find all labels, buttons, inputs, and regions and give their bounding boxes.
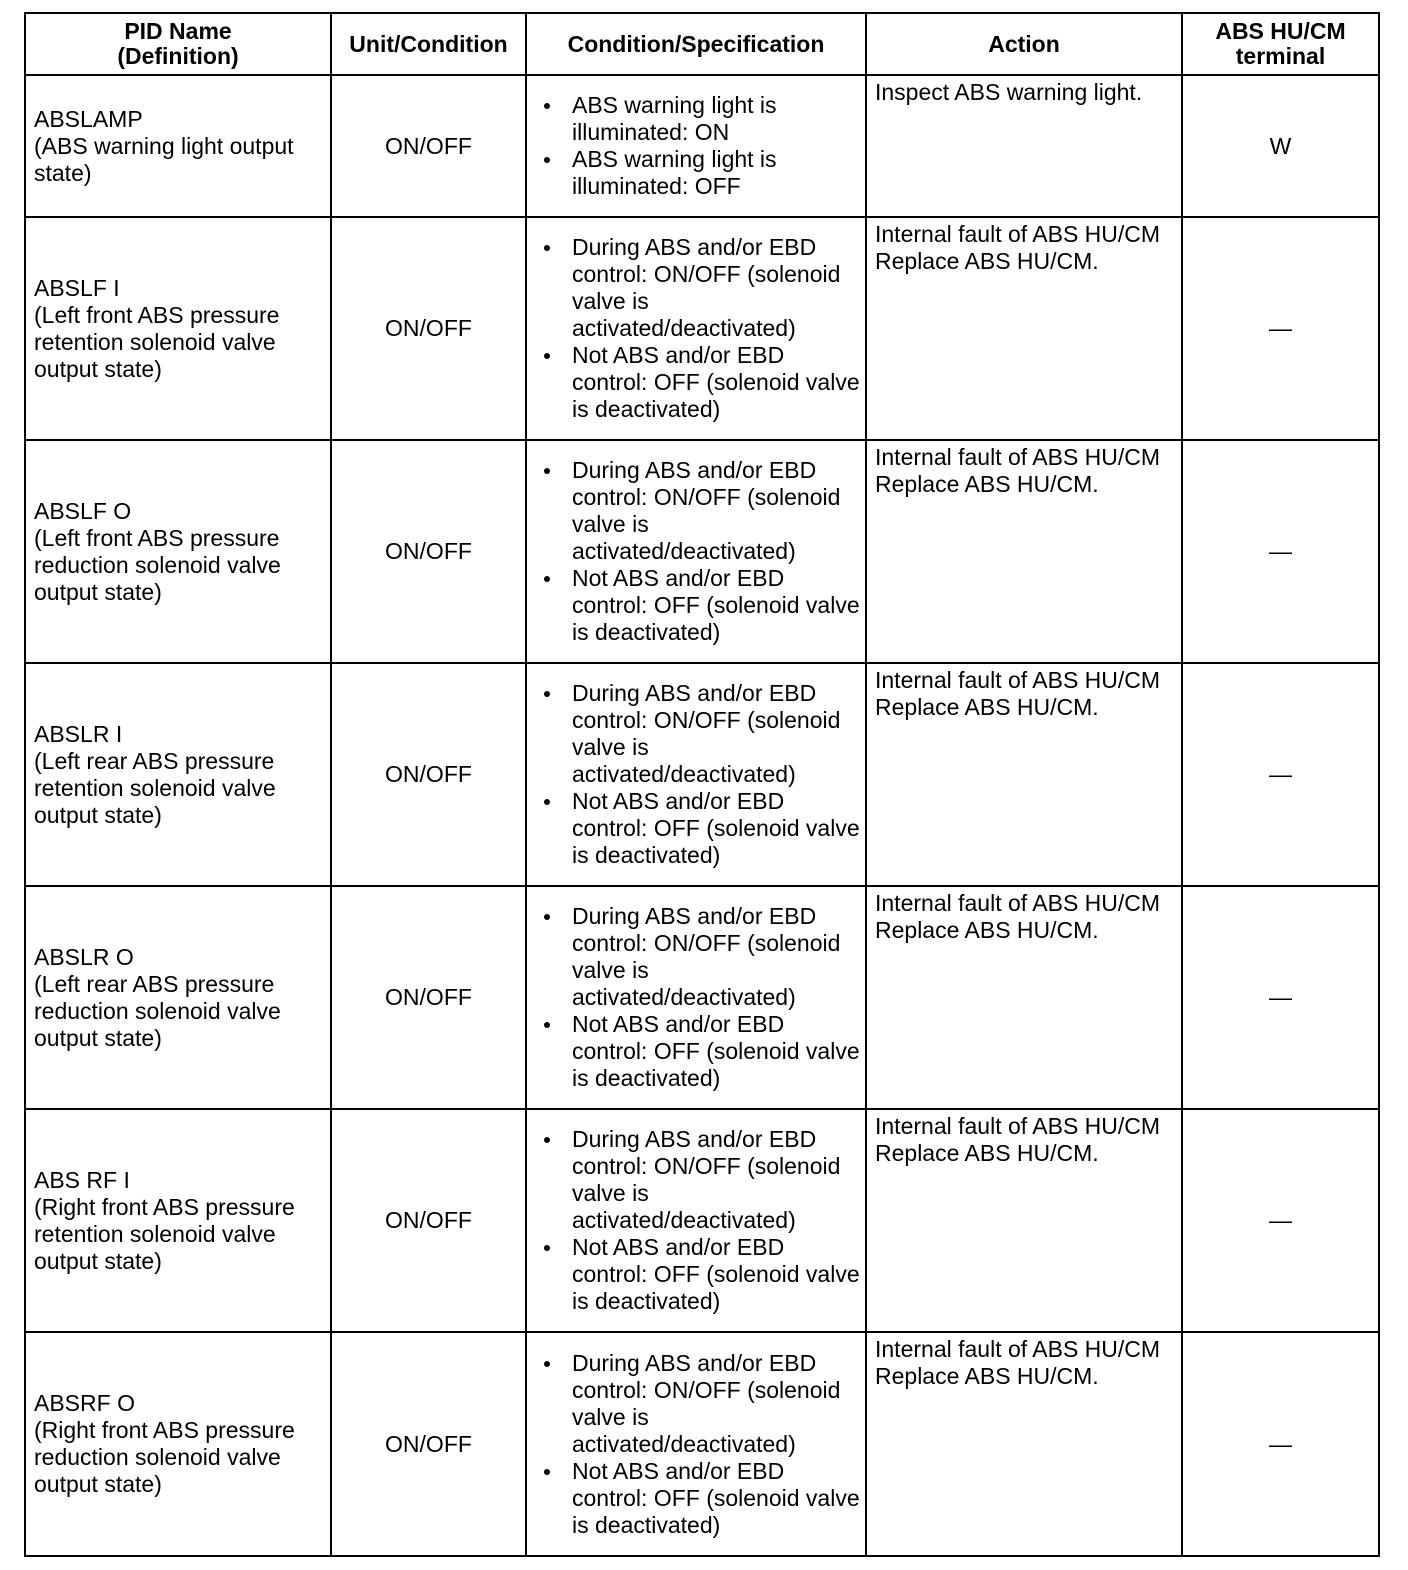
condition-item: Not ABS and/or EBD control: OFF (solenoid valve is deactivated) (539, 342, 861, 423)
condition-list (539, 457, 861, 646)
condition-list (539, 92, 861, 200)
pid-definition: (ABS warning light output state) (34, 132, 294, 186)
pid-cell (25, 886, 331, 1109)
terminal-cell: — (1182, 440, 1379, 663)
condition-item: Not ABS and/or EBD control: OFF (solenoid valve is deactivated) (539, 788, 861, 869)
unit-cell: ON/OFF (331, 75, 526, 217)
action-cell (866, 217, 1182, 440)
condition-cell (526, 663, 866, 886)
action-line: Internal fault of ABS HU/CM (875, 890, 1161, 916)
terminal-cell: W (1182, 75, 1379, 217)
pid-cell (25, 1109, 331, 1332)
pid-code: ABSLF I (34, 274, 120, 301)
condition-item: Not ABS and/or EBD control: OFF (solenoid valve is deactivated) (539, 1011, 861, 1092)
pid-cell (25, 1332, 331, 1556)
condition-cell (526, 217, 866, 440)
header-pid-name (25, 13, 331, 75)
condition-item: During ABS and/or EBD control: ON/OFF (solenoid valve is activated/deactivated) (539, 680, 861, 788)
pid-definition: (Right front ABS pressure reduction solenoid valve output state) (34, 1417, 295, 1497)
pid-definition: (Left front ABS pressure reduction solenoid valve output state) (34, 524, 281, 605)
condition-cell (526, 440, 866, 663)
pid-code: ABSRF O (34, 1390, 135, 1416)
header-pid-name-label: PID Name (124, 18, 232, 44)
header-pid-definition-label: (Definition) (117, 43, 239, 69)
action-line: Internal fault of ABS HU/CM (875, 221, 1161, 247)
condition-item: During ABS and/or EBD control: ON/OFF (solenoid valve is activated/deactivated) (539, 457, 861, 565)
pid-code: ABS RF I (34, 1166, 130, 1193)
table-row (25, 663, 1379, 886)
header-unit: Unit/Condition (331, 13, 526, 75)
condition-item: During ABS and/or EBD control: ON/OFF (solenoid valve is activated/deactivated) (539, 1126, 861, 1234)
condition-item: Not ABS and/or EBD control: OFF (solenoid valve is deactivated) (539, 1458, 861, 1539)
pid-cell (25, 217, 331, 440)
table-row (25, 75, 1379, 217)
unit-cell: ON/OFF (331, 663, 526, 886)
action-line: Replace ABS HU/CM. (875, 471, 1099, 497)
terminal-cell: — (1182, 1332, 1379, 1556)
header-row (25, 13, 1379, 75)
table-body (25, 75, 1379, 1556)
table-row (25, 217, 1379, 440)
unit-cell: ON/OFF (331, 1332, 526, 1556)
pid-definition: (Left rear ABS pressure retention solenoid valve output state) (34, 747, 276, 828)
table-row (25, 1332, 1379, 1556)
condition-item: ABS warning light is illuminated: OFF (539, 146, 861, 200)
condition-cell (526, 886, 866, 1109)
unit-cell: ON/OFF (331, 217, 526, 440)
header-terminal (1182, 13, 1379, 75)
unit-cell: ON/OFF (331, 1109, 526, 1332)
action-cell (866, 663, 1182, 886)
action-line: Internal fault of ABS HU/CM (875, 444, 1161, 470)
action-cell (866, 440, 1182, 663)
table-row (25, 1109, 1379, 1332)
action-cell (866, 886, 1182, 1109)
table-row (25, 886, 1379, 1109)
pid-cell (25, 440, 331, 663)
pid-cell (25, 663, 331, 886)
action-line: Inspect ABS warning light. (875, 79, 1143, 105)
pid-definition: (Left rear ABS pressure reduction solenoid valve output state) (34, 970, 281, 1051)
action-line: Replace ABS HU/CM. (875, 248, 1099, 274)
header-terminal-line2: terminal (1235, 43, 1326, 69)
action-line: Replace ABS HU/CM. (875, 694, 1099, 720)
pid-code: ABSLR O (34, 943, 134, 970)
pid-table (24, 12, 1380, 1557)
pid-code: ABSLR I (34, 720, 123, 747)
pid-code: ABSLAMP (34, 105, 143, 132)
pid-cell (25, 75, 331, 217)
action-cell (866, 75, 1182, 217)
condition-item: Not ABS and/or EBD control: OFF (solenoid valve is deactivated) (539, 1234, 861, 1315)
terminal-cell: — (1182, 217, 1379, 440)
action-cell (866, 1332, 1182, 1556)
pid-code: ABSLF O (34, 497, 132, 524)
condition-cell (526, 1332, 866, 1556)
terminal-cell: — (1182, 886, 1379, 1109)
condition-list (539, 903, 861, 1092)
condition-item: ABS warning light is illuminated: ON (539, 92, 861, 146)
condition-list (539, 1126, 861, 1315)
pid-definition: (Left front ABS pressure retention solenoid valve output state) (34, 301, 280, 382)
unit-cell: ON/OFF (331, 440, 526, 663)
action-line: Internal fault of ABS HU/CM (875, 667, 1161, 693)
condition-item: During ABS and/or EBD control: ON/OFF (solenoid valve is activated/deactivated) (539, 234, 861, 342)
condition-list (539, 234, 861, 423)
condition-list (539, 680, 861, 869)
action-line: Replace ABS HU/CM. (875, 1140, 1099, 1166)
table-header (25, 13, 1379, 75)
action-cell (866, 1109, 1182, 1332)
action-line: Internal fault of ABS HU/CM (875, 1113, 1161, 1139)
condition-cell (526, 1109, 866, 1332)
condition-item: During ABS and/or EBD control: ON/OFF (solenoid valve is activated/deactivated) (539, 903, 861, 1011)
terminal-cell: — (1182, 1109, 1379, 1332)
header-condition: Condition/Specification (526, 13, 866, 75)
condition-cell (526, 75, 866, 217)
action-line: Replace ABS HU/CM. (875, 1363, 1099, 1389)
action-line: Replace ABS HU/CM. (875, 917, 1099, 943)
header-terminal-line1: ABS HU/CM (1215, 18, 1346, 44)
condition-list (539, 1350, 861, 1539)
terminal-cell: — (1182, 663, 1379, 886)
table-row (25, 440, 1379, 663)
header-action: Action (866, 13, 1182, 75)
action-line: Internal fault of ABS HU/CM (875, 1336, 1161, 1362)
condition-item: Not ABS and/or EBD control: OFF (solenoid valve is deactivated) (539, 565, 861, 646)
unit-cell: ON/OFF (331, 886, 526, 1109)
pid-definition: (Right front ABS pressure retention solenoid valve output state) (34, 1193, 295, 1274)
condition-item: During ABS and/or EBD control: ON/OFF (solenoid valve is activated/deactivated) (539, 1350, 861, 1458)
